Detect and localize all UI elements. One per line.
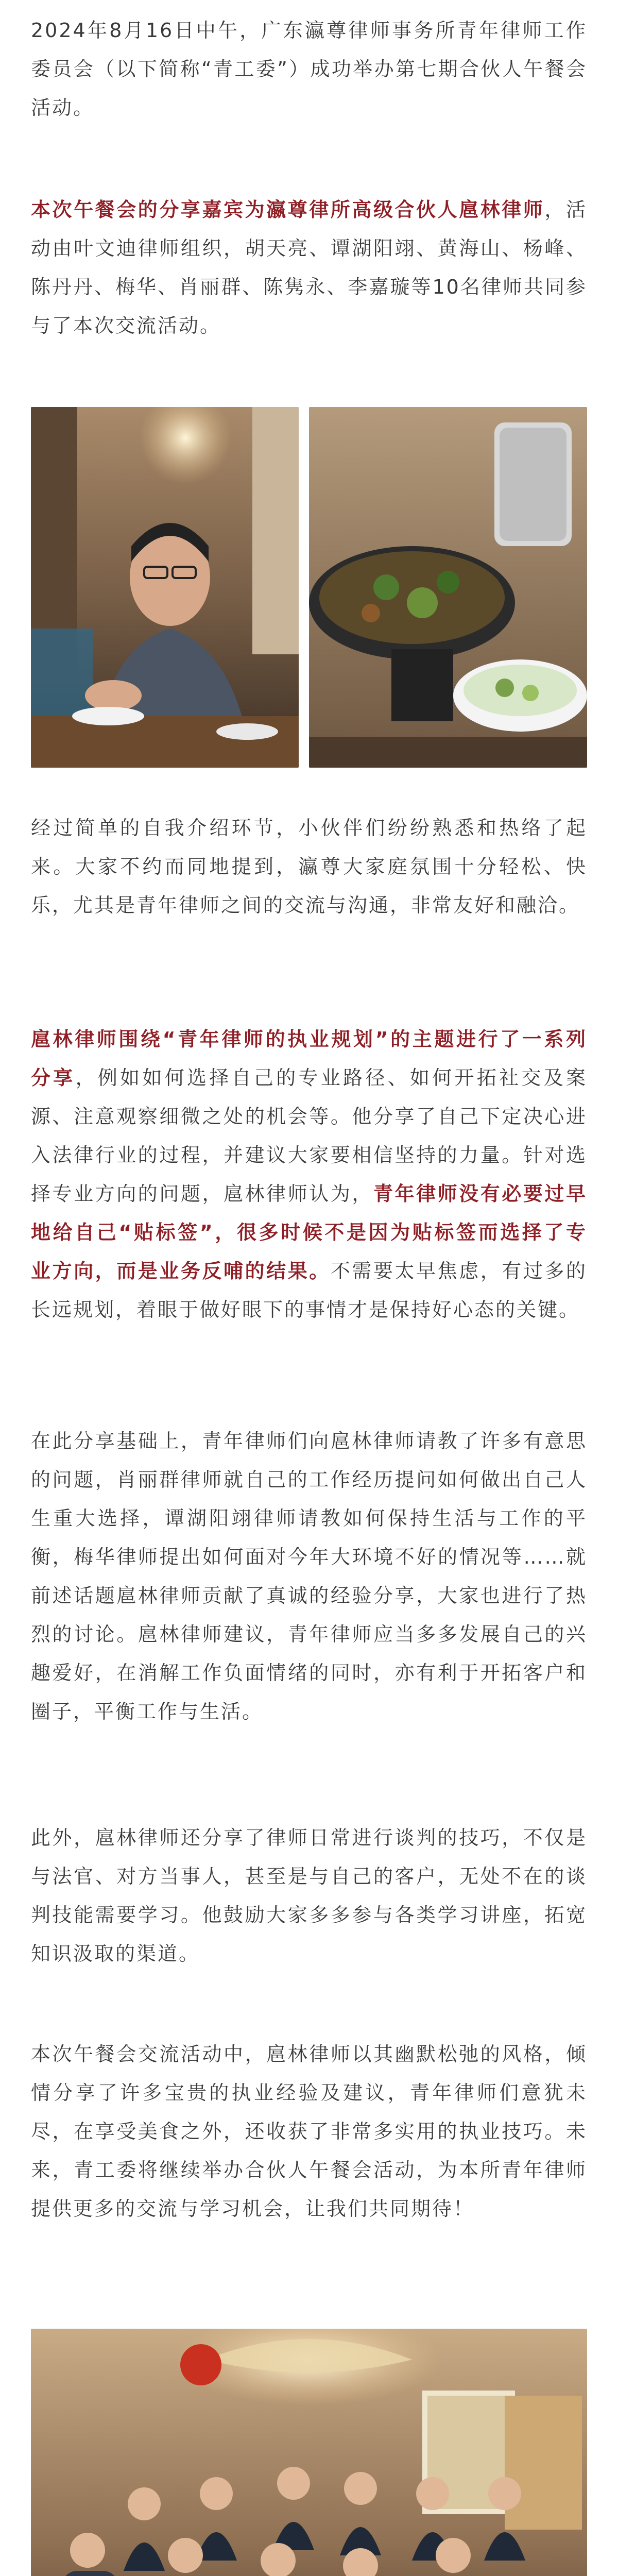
topic-highlight-2-end: 。 xyxy=(309,1260,331,1282)
intro-paragraph: 2024年8月16日中午，广东瀛尊律师事务所青年律师工作委员会（以下简称“青工委”）成功举办第七期合伙人午餐会活动。 xyxy=(31,19,587,119)
photo-row xyxy=(31,407,587,768)
guest-highlight: 本次午餐会的分享嘉宾为瀛尊律所高级合伙人扈林律师 xyxy=(31,198,545,221)
qa-paragraph: 在此分享基础上，青年律师们向扈林律师请教了许多有意思的问题，肖丽群律师就自己的工作经历提问如何做出自己人生重大选择，谭湖阳翊律师请教如何保持生活与工作的平衡，梅华律师提出如何面对今年大环境不好的情况等……就前述话题扈林律师贡献了真诚的经验分享，大家也进行了热烈的讨论。扈林律师建议，青年律师应当多多发展自己的兴趣爱好，在消解工作负面情绪的同时，亦有利于开拓客户和圈子，平衡工作与生活。 xyxy=(31,1430,587,1723)
topic-highlight-2: 青年律师没有必要过早地给自己“贴标签”，很多时候不是因为贴标签而选择了专业方向，而是业务反哺的结果 xyxy=(31,1182,587,1282)
topic-text-2: 不需要太早焦虑，有过多的长远规划，着眼于做好眼下的事情才是保持好心态的关键。 xyxy=(31,1260,587,1321)
group-photo xyxy=(31,2329,587,2576)
closing-paragraph: 本次午餐会交流活动中，扈林律师以其幽默松弛的风格，倾情分享了许多宝贵的执业经验及建议，青年律师们意犹未尽，在享受美食之外，还收获了非常多实用的执业技巧。未来，青工委将继续举办合伙人午餐会活动，为本所青年律师提供更多的交流与学习机会，让我们共同期待！ xyxy=(31,2043,587,2220)
food-photo xyxy=(309,407,587,768)
speaker-photo xyxy=(31,407,299,768)
negotiation-paragraph: 此外，扈林律师还分享了律师日常进行谈判的技巧，不仅是与法官、对方当事人，甚至是与自己的客户，无处不在的谈判技能需要学习。他鼓励大家多多参与各类学习讲座，拓宽知识汲取的渠道。 xyxy=(31,1826,587,1965)
topic-text-1: ，例如如何选择自己的专业路径、如何开拓社交及案源、注意观察细微之处的机会等。他分享了自己下定决心进入法律行业的过程，并建议大家要相信坚持的力量。针对选择专业方向的问题，扈林律师认为， xyxy=(31,1066,587,1205)
topic-paragraph xyxy=(31,1020,587,1329)
topic-highlight-1: 扈林律师围绕“青年律师的执业规划”的主题进行了一系列分享 xyxy=(31,1028,587,1089)
guest-paragraph xyxy=(31,191,587,345)
warmup-paragraph: 经过简单的自我介绍环节，小伙伴们纷纷熟悉和热络了起来。大家不约而同地提到，瀛尊大家庭氛围十分轻松、快乐，尤其是青年律师之间的交流与沟通，非常友好和融洽。 xyxy=(31,817,587,917)
guest-rest: ，活动由叶文迪律师组织，胡天亮、谭湖阳翊、黄海山、杨峰、陈丹丹、梅华、肖丽群、陈隽永、李嘉璇等10名律师共同参与了本次交流活动。 xyxy=(31,198,587,337)
